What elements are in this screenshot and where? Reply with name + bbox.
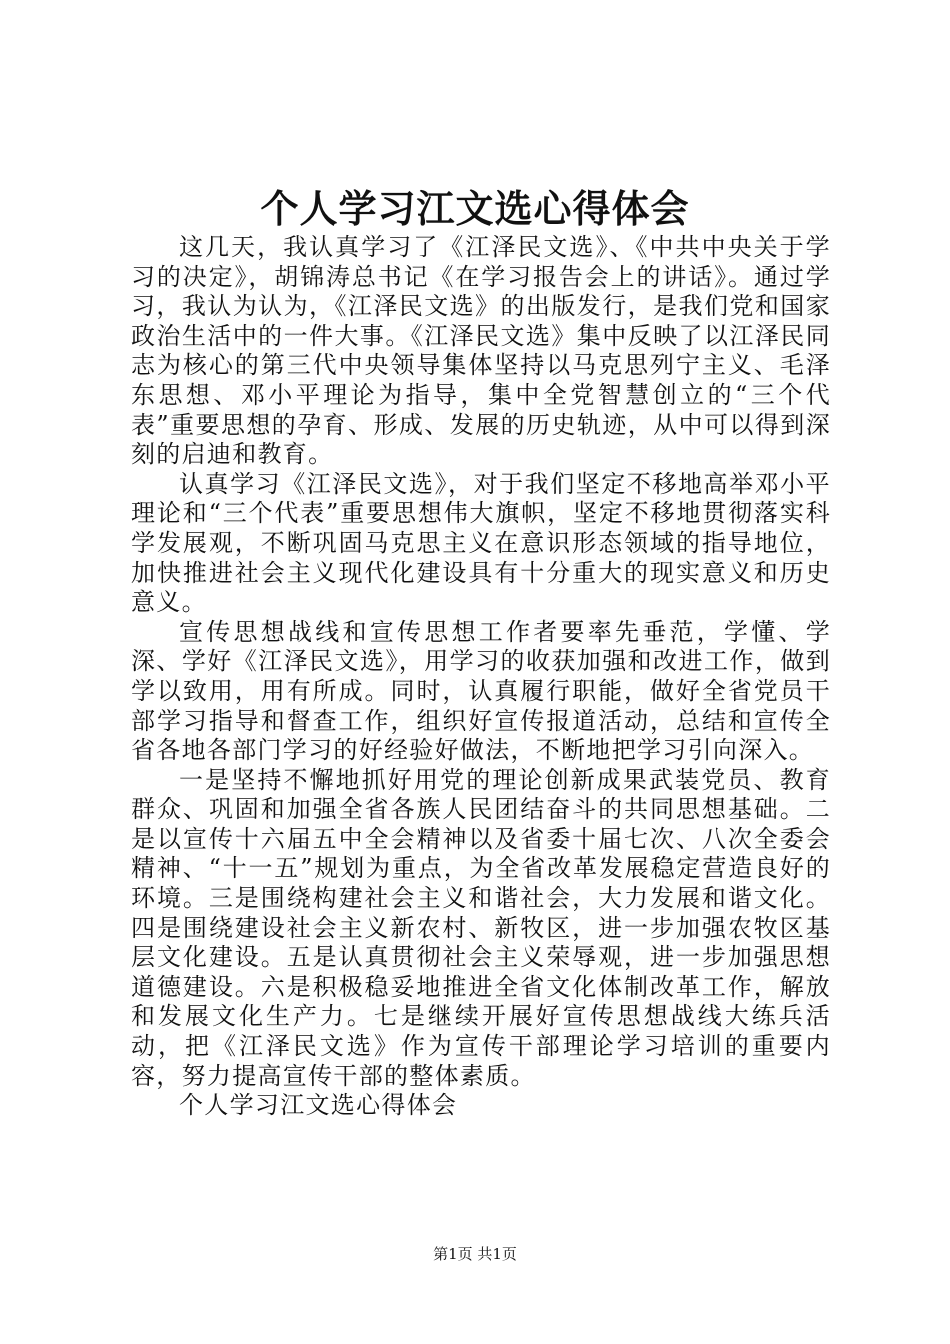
document-title: 个人学习江文选心得体会 bbox=[260, 186, 690, 231]
document-body bbox=[131, 233, 831, 1121]
paragraph-3: 宣传思想战线和宣传思想工作者要率先垂范，学懂、学深、学好《江泽民文选》，用学习的收获加强和改进工作，做到学以致用，用有所成。同时，认真履行职能，做好全省党员干部学习指导和督查工作，组织好宣传报道活动，总结和宣传全省各地各部门学习的好经验好做法，不断地把学习引向深入。 bbox=[131, 617, 831, 765]
paragraph-2: 认真学习《江泽民文选》，对于我们坚定不移地高举邓小平理论和“三个代表”重要思想伟大旗帜，坚定不移地贯彻落实科学发展观，不断巩固马克思主义在意识形态领域的指导地位，加快推进社会主义现代化建设具有十分重大的现实意义和历史意义。 bbox=[131, 469, 831, 617]
paragraph-5: 个人学习江文选心得体会 bbox=[179, 1091, 458, 1120]
page-footer: 第1页 共1页 bbox=[433, 1245, 517, 1263]
paragraph-4: 一是坚持不懈地抓好用党的理论创新成果武装党员、教育群众、巩固和加强全省各族人民团结奋斗的共同思想基础。二是以宣传十六届五中全会精神以及省委十届七次、八次全委会精神、“十一五”规划为重点，为全省改革发展稳定营造良好的环境。三是围绕构建社会主义和谐社会，大力发展和谐文化。四是围绕建设社会主义新农村、新牧区，进一步加强农牧区基层文化建设。五是认真贯彻社会主义荣辱观，进一步加强思想道德建设。六是积极稳妥地推进全省文化体制改革工作，解放和发展文化生产力。七是继续开展好宣传思想战线大练兵活动，把《江泽民文选》作为宣传干部理论学习培训的重要内容，努力提高宣传干部的整体素质。 bbox=[131, 765, 831, 1090]
paragraph-1: 这几天，我认真学习了《江泽民文选》、《中共中央关于学习的决定》，胡锦涛总书记《在学习报告会上的讲话》。通过学习，我认为认为，《江泽民文选》的出版发行，是我们党和国家政治生活中的一件大事。《江泽民文选》集中反映了以江泽民同志为核心的第三代中央领导集体坚持以马克思列宁主义、毛泽东思想、邓小平理论为指导，集中全党智慧创立的“三个代表”重要思想的孕育、形成、发展的历史轨迹，从中可以得到深刻的启迪和教育。 bbox=[131, 233, 831, 469]
